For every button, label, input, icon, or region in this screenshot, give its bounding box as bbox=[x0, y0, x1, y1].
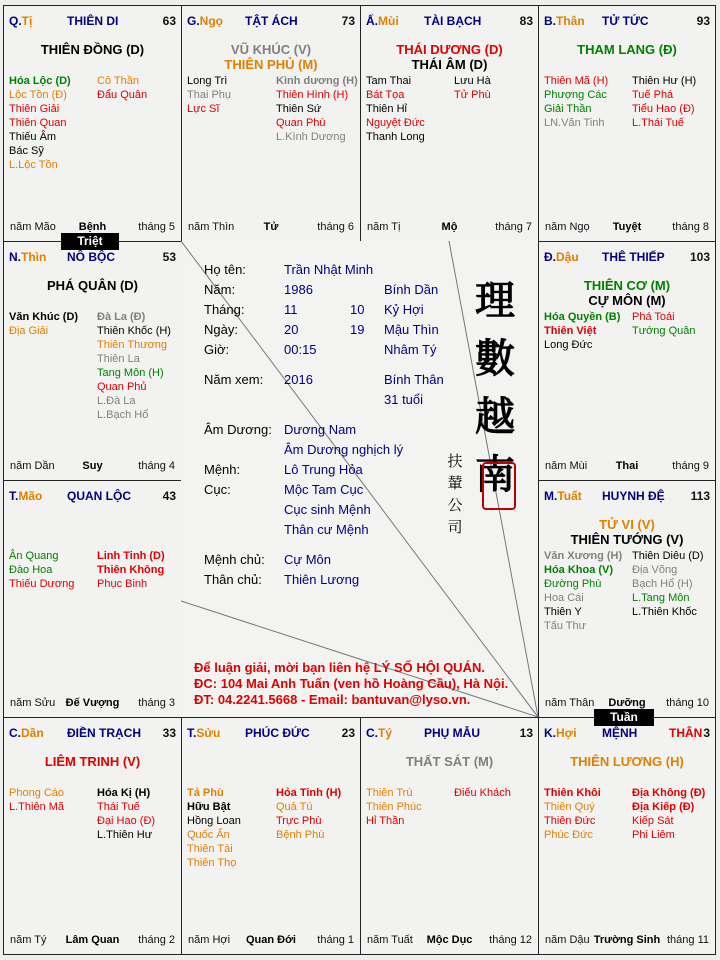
minor-stars-left bbox=[366, 786, 422, 828]
palace-stage: Dưỡng bbox=[608, 697, 646, 709]
contact-line-3: ĐT: 04.2241.5668 - Email: bantuvan@lyso.vn. bbox=[194, 692, 471, 707]
palace-year: năm Ngọ bbox=[545, 221, 590, 233]
minor-star: Điếu Khách bbox=[454, 787, 511, 799]
minor-star: Tuế Phá bbox=[632, 89, 674, 101]
palace-can: Ấ. bbox=[366, 14, 378, 28]
label-nam-xem: Năm xem: bbox=[204, 372, 264, 387]
major-star: THIÊN ĐỒNG (D) bbox=[40, 42, 145, 57]
palace-month: tháng 11 bbox=[666, 934, 709, 946]
minor-star: Tả Phù bbox=[187, 787, 224, 799]
minor-star: Địa Giải bbox=[9, 325, 49, 337]
palace-header bbox=[9, 250, 176, 264]
palace-year: năm Dần bbox=[10, 460, 55, 472]
palace-header bbox=[187, 726, 355, 740]
palace-year: năm Hợi bbox=[188, 934, 231, 946]
palace-footer bbox=[10, 697, 175, 711]
palace-year: năm Mùi bbox=[545, 460, 588, 472]
minor-star: Thiên Không bbox=[97, 564, 165, 576]
palace-chi: Dần bbox=[21, 726, 44, 740]
palace-month: tháng 5 bbox=[138, 221, 175, 233]
palace-footer bbox=[367, 934, 532, 948]
value-gio-can-chi: Nhâm Tý bbox=[384, 342, 437, 357]
palace-age: 53 bbox=[162, 250, 176, 264]
label-than-chu: Thân chủ: bbox=[204, 572, 262, 587]
minor-star: Hỏa Tinh (H) bbox=[276, 787, 342, 799]
palace-age: 13 bbox=[519, 726, 533, 740]
minor-stars-left bbox=[544, 786, 601, 842]
minor-stars-right bbox=[276, 74, 358, 144]
minor-star: Lưu Hà bbox=[454, 75, 491, 87]
minor-star: Địa Không (Đ) bbox=[632, 787, 706, 799]
minor-star: Thiếu Âm bbox=[9, 131, 57, 143]
value-nam-xem-can-chi: Bính Thân bbox=[384, 372, 444, 387]
minor-stars-right bbox=[97, 74, 147, 102]
minor-star: Thiên Hỉ bbox=[366, 103, 407, 115]
minor-star: Lực Sĩ bbox=[187, 103, 220, 115]
palace-header bbox=[544, 726, 710, 740]
minor-star: Thiên Tài bbox=[187, 843, 233, 855]
palace-year: năm Thìn bbox=[188, 221, 235, 233]
palace-header bbox=[187, 14, 355, 28]
palace-can: G. bbox=[187, 14, 200, 28]
major-star: PHÁ QUÂN (D) bbox=[47, 278, 138, 293]
minor-star: Đẩu Quân bbox=[97, 89, 148, 101]
palace-age: 83 bbox=[519, 14, 533, 28]
seal-small-char: 司 bbox=[447, 518, 463, 536]
major-star: THÁI DƯƠNG (D) bbox=[396, 42, 503, 57]
minor-star: Quan Phù bbox=[276, 117, 326, 129]
palace-chi: Mùi bbox=[378, 14, 399, 28]
palace-name: THIÊN DI bbox=[67, 14, 119, 28]
palace-age: 113 bbox=[690, 489, 710, 503]
minor-star: Địa Kiếp (Đ) bbox=[632, 801, 695, 813]
palace-age: 73 bbox=[341, 14, 355, 28]
value-thang-can-chi: Kỷ Hợi bbox=[384, 302, 424, 317]
palace-can: T. bbox=[187, 726, 197, 740]
palace-ti bbox=[3, 5, 182, 242]
minor-star: Thiên Hình (H) bbox=[276, 89, 349, 101]
palace-can: C. bbox=[366, 726, 378, 740]
minor-star: Đại Hao (Đ) bbox=[97, 815, 156, 827]
palace-name: ĐIỀN TRẠCH bbox=[67, 726, 141, 740]
seal-char: 南 bbox=[475, 451, 515, 498]
minor-star: L.Tang Môn bbox=[632, 592, 690, 604]
palace-age: 23 bbox=[341, 726, 355, 740]
palace-name: HUYNH ĐỆ bbox=[602, 489, 665, 503]
minor-stars-right bbox=[276, 786, 341, 842]
contact-line-2: ĐC: 104 Mai Anh Tuấn (ven hồ Hoàng Cầu), Hà Nội. bbox=[194, 676, 509, 691]
minor-stars-right bbox=[454, 786, 511, 800]
palace-stage: Mộ bbox=[441, 221, 458, 233]
minor-star: Tướng Quân bbox=[632, 325, 696, 337]
palace-year: năm Mão bbox=[10, 221, 56, 233]
palace-name: MỆNH bbox=[602, 726, 638, 740]
palace-name: QUAN LỘC bbox=[67, 489, 131, 503]
palace-footer bbox=[10, 460, 175, 474]
minor-star: Tấu Thư bbox=[544, 620, 587, 632]
red-seal-stamp bbox=[482, 462, 516, 510]
palace-can: T. bbox=[9, 489, 19, 503]
palace-age: 43 bbox=[162, 489, 176, 503]
major-star: VŨ KHÚC (V) bbox=[230, 42, 312, 57]
minor-star: Phượng Các bbox=[544, 89, 607, 101]
palace-month: tháng 8 bbox=[672, 221, 709, 233]
palace-year: năm Sửu bbox=[10, 697, 56, 709]
palace-mui bbox=[360, 5, 539, 242]
minor-star: Cô Thần bbox=[97, 75, 139, 87]
palace-month: tháng 6 bbox=[317, 221, 354, 233]
palace-chi: Tị bbox=[21, 14, 33, 28]
palace-name: PHÚC ĐỨC bbox=[245, 726, 310, 740]
palace-stage: Mộc Dục bbox=[426, 934, 473, 946]
minor-star: Quốc Ấn bbox=[187, 829, 230, 841]
minor-star: LN.Văn Tinh bbox=[544, 117, 605, 129]
palace-footer bbox=[10, 934, 175, 948]
palace-header bbox=[366, 726, 533, 740]
minor-star: Long Đức bbox=[544, 339, 593, 351]
minor-star: L.Bạch Hổ bbox=[97, 409, 149, 421]
palace-header bbox=[9, 489, 176, 503]
minor-star: Thiếu Dương bbox=[9, 578, 75, 590]
palace-month: tháng 10 bbox=[666, 697, 709, 709]
palace-stage: Tử bbox=[263, 221, 279, 233]
palace-chi: Mão bbox=[18, 489, 43, 503]
minor-star: Thai Phụ bbox=[187, 89, 232, 101]
palace-can: K. bbox=[544, 726, 556, 740]
minor-star: Tang Môn (H) bbox=[97, 367, 164, 379]
minor-star: Kình dương (H) bbox=[276, 75, 358, 87]
label-menh: Mệnh: bbox=[204, 462, 241, 477]
label-am-duong: Âm Dương: bbox=[204, 422, 272, 437]
minor-star: Phong Cáo bbox=[9, 787, 65, 799]
major-star: THẤT SÁT (M) bbox=[405, 754, 494, 769]
palace-month: tháng 2 bbox=[138, 934, 175, 946]
minor-star: Bệnh Phù bbox=[276, 829, 325, 841]
palace-header bbox=[9, 14, 176, 28]
palace-year: năm Tị bbox=[367, 221, 401, 233]
minor-star: Thiên Quan bbox=[9, 117, 67, 129]
minor-star: Quả Tú bbox=[276, 801, 313, 813]
palace-header bbox=[366, 14, 533, 28]
minor-star: Bạch Hổ (H) bbox=[632, 578, 693, 590]
minor-star: L.Thiên Mã bbox=[9, 801, 65, 813]
minor-star: Hỉ Thần bbox=[366, 815, 405, 827]
value-cuc-2: Cục sinh Mệnh bbox=[284, 502, 371, 517]
triet-tag: Triệt bbox=[61, 233, 119, 250]
value-am-duong-2: Âm Dương nghịch lý bbox=[284, 442, 404, 457]
minor-star: L.Thái Tuế bbox=[632, 117, 684, 129]
minor-stars-right bbox=[632, 786, 705, 842]
palace-age: 93 bbox=[696, 14, 710, 28]
palace-chi: Tuất bbox=[557, 489, 582, 503]
palace-month: tháng 1 bbox=[317, 934, 354, 946]
value-am-duong: Dương Nam bbox=[284, 422, 357, 437]
minor-star: L.Thiên Hư bbox=[97, 829, 153, 841]
label-cuc: Cục: bbox=[204, 482, 231, 497]
minor-star: Thiên Quý bbox=[544, 801, 595, 813]
minor-star: Bác Sỹ bbox=[9, 145, 44, 157]
minor-stars-left bbox=[187, 74, 231, 116]
label-nam: Năm: bbox=[204, 282, 236, 297]
major-star: THAM LANG (Đ) bbox=[577, 42, 677, 57]
minor-star: Hồng Loan bbox=[187, 815, 241, 827]
minor-star: Ân Quang bbox=[9, 550, 59, 562]
palace-can: Q. bbox=[9, 14, 22, 28]
major-star: THIÊN PHỦ (M) bbox=[224, 57, 318, 72]
minor-star: Thiên Sứ bbox=[276, 103, 322, 115]
minor-star: Thiên Diêu (D) bbox=[632, 550, 704, 562]
minor-star: Hóa Lộc (D) bbox=[9, 75, 71, 87]
value-cuc: Mộc Tam Cục bbox=[284, 482, 364, 497]
minor-star: Đào Hoa bbox=[9, 564, 53, 576]
palace-month: tháng 9 bbox=[672, 460, 709, 472]
label-ngay: Ngày: bbox=[204, 322, 238, 337]
minor-star: Phi Liêm bbox=[632, 829, 675, 841]
palace-stage: Đế Vượng bbox=[65, 697, 120, 709]
label-menh-chu: Mệnh chủ: bbox=[204, 552, 265, 567]
palace-stage: Suy bbox=[82, 460, 103, 472]
major-star: LIÊM TRINH (V) bbox=[44, 754, 141, 769]
minor-star: L.Lộc Tồn bbox=[9, 159, 58, 171]
palace-age: 3 bbox=[703, 726, 710, 740]
palace-tuat bbox=[538, 480, 716, 718]
palace-footer bbox=[545, 221, 709, 235]
palace-header bbox=[544, 14, 710, 28]
minor-star: Bát Tọa bbox=[366, 89, 405, 101]
minor-stars-left bbox=[187, 786, 241, 870]
palace-name: TẬT ÁCH bbox=[245, 14, 298, 28]
minor-star: Thiên Y bbox=[544, 606, 582, 618]
palace-chi: Thân bbox=[556, 14, 585, 28]
value-ho-ten: Trần Nhật Minh bbox=[284, 262, 374, 277]
major-star: CỰ MÔN (M) bbox=[588, 293, 666, 308]
palace-month: tháng 12 bbox=[489, 934, 532, 946]
palace-month: tháng 4 bbox=[138, 460, 175, 472]
palace-can: B. bbox=[544, 14, 556, 28]
minor-star: Hóa Quyền (B) bbox=[544, 311, 621, 323]
minor-star: Tam Thai bbox=[366, 75, 412, 87]
palace-than bbox=[538, 5, 716, 242]
major-star: TỬ VI (V) bbox=[599, 517, 655, 532]
palace-name: PHỤ MẪU bbox=[424, 726, 480, 740]
minor-star: Đường Phù bbox=[544, 578, 602, 590]
major-star: THIÊN CƠ (M) bbox=[583, 278, 671, 293]
minor-star: Đà La (Đ) bbox=[97, 311, 146, 323]
minor-star: Hữu Bật bbox=[187, 801, 231, 813]
contact-line-1: Để luận giải, mời bạn liên hệ LÝ SỐ HỘI QUÁN. bbox=[194, 660, 485, 675]
palace-year: năm Dậu bbox=[545, 934, 590, 946]
minor-star: Thiên La bbox=[97, 353, 140, 365]
palace-name: NÔ BỘC bbox=[67, 250, 115, 264]
minor-stars-right bbox=[97, 310, 171, 422]
seal-small-char: 輦 bbox=[447, 474, 463, 492]
minor-stars-left bbox=[366, 74, 425, 144]
minor-stars-left bbox=[9, 786, 64, 814]
minor-star: Tiểu Hao (Đ) bbox=[632, 103, 695, 115]
palace-header bbox=[544, 489, 710, 503]
minor-star: Thiên Mã (H) bbox=[544, 75, 609, 87]
palace-chi: Ngọ bbox=[199, 14, 223, 28]
minor-star: Trực Phù bbox=[276, 815, 322, 827]
minor-stars-right bbox=[97, 549, 165, 591]
palace-year: năm Thân bbox=[545, 697, 595, 709]
palace-stage: Tuyệt bbox=[612, 221, 642, 233]
minor-stars-right bbox=[97, 786, 155, 842]
palace-can: N. bbox=[9, 250, 21, 264]
value-nam-can-chi: Bính Dần bbox=[384, 282, 439, 297]
minor-star: Thiên Hư (H) bbox=[632, 75, 697, 87]
palace-chi: Tý bbox=[378, 726, 393, 740]
minor-star: L.Thiên Khốc bbox=[632, 606, 697, 618]
palace-name: TỬ TỨC bbox=[602, 14, 649, 28]
palace-stage: Lâm Quan bbox=[65, 934, 120, 946]
palace-stage: Thai bbox=[615, 460, 639, 472]
palace-header bbox=[544, 250, 710, 264]
palace-suu bbox=[181, 717, 361, 955]
minor-star: Hoa Cái bbox=[544, 592, 584, 604]
value-menh-chu: Cự Môn bbox=[284, 552, 331, 567]
palace-name: TÀI BẠCH bbox=[424, 14, 482, 28]
tuan-tag: Tuần bbox=[594, 709, 654, 726]
palace-ngo bbox=[181, 5, 361, 242]
minor-stars-left bbox=[9, 74, 71, 172]
seal-char: 理 bbox=[475, 277, 515, 324]
value-tuoi: 31 tuổi bbox=[384, 392, 424, 407]
minor-star: Phúc Đức bbox=[544, 829, 593, 841]
minor-star: Thanh Long bbox=[366, 131, 425, 143]
minor-stars-right bbox=[454, 74, 491, 102]
palace-thin bbox=[3, 241, 182, 481]
minor-star: Thiên Khôi bbox=[544, 787, 601, 799]
value-nam: 1986 bbox=[284, 282, 313, 297]
minor-star: Thái Tuế bbox=[97, 801, 140, 813]
palace-name-2: THÂN bbox=[669, 726, 703, 740]
minor-star: L.Đà La bbox=[97, 395, 136, 407]
palace-mao bbox=[3, 480, 182, 718]
seal-char: 數 bbox=[475, 335, 515, 382]
major-star: THIÊN TƯỚNG (V) bbox=[570, 532, 684, 547]
minor-star: Linh Tinh (D) bbox=[97, 550, 165, 562]
value-ngay-can-chi: Mậu Thìn bbox=[384, 322, 439, 337]
minor-star: Kiếp Sát bbox=[632, 815, 674, 827]
minor-star: L.Kình Dương bbox=[276, 131, 346, 143]
minor-star: Thiên Đức bbox=[544, 815, 596, 827]
minor-stars-left bbox=[9, 549, 74, 591]
value-cuc-3: Thân cư Mệnh bbox=[284, 522, 369, 537]
value-thang: 11 bbox=[284, 302, 298, 317]
palace-year: năm Tý bbox=[10, 934, 47, 946]
minor-stars-left bbox=[544, 74, 608, 130]
label-gio: Giờ: bbox=[204, 342, 230, 357]
minor-star: Thiên Thọ bbox=[187, 857, 237, 869]
value-ngay-am: 19 bbox=[350, 322, 365, 337]
minor-star: Thiên Khốc (H) bbox=[97, 325, 171, 337]
minor-star: Giải Thần bbox=[544, 103, 592, 115]
palace-age: 33 bbox=[162, 726, 176, 740]
palace-stage: Bệnh bbox=[78, 221, 107, 233]
minor-stars-left bbox=[9, 310, 78, 338]
minor-stars-right bbox=[632, 310, 696, 338]
calligraphy-small bbox=[445, 450, 465, 538]
minor-star: Hóa Kị (H) bbox=[97, 787, 151, 799]
palace-can: Đ. bbox=[544, 250, 556, 264]
minor-star: Nguyệt Đức bbox=[366, 117, 425, 129]
value-than-chu: Thiên Lương bbox=[284, 572, 360, 587]
palace-chi: Thìn bbox=[21, 250, 47, 264]
palace-chi: Sửu bbox=[196, 726, 221, 740]
major-star: THIÊN LƯƠNG (H) bbox=[570, 754, 684, 769]
value-ngay: 20 bbox=[284, 322, 299, 337]
minor-star: Địa Võng bbox=[632, 564, 678, 576]
minor-stars-left bbox=[544, 549, 622, 633]
minor-star: Hóa Khoa (V) bbox=[544, 564, 614, 576]
palace-month: tháng 3 bbox=[138, 697, 175, 709]
palace-ty bbox=[360, 717, 539, 955]
palace-footer bbox=[545, 460, 709, 474]
palace-chi: Hợi bbox=[556, 726, 577, 740]
palace-can: M. bbox=[544, 489, 558, 503]
minor-star: Thiên Việt bbox=[544, 325, 597, 337]
palace-footer bbox=[188, 221, 354, 235]
minor-star: Văn Xương (H) bbox=[544, 550, 623, 562]
label-thang: Tháng: bbox=[204, 302, 245, 317]
palace-hoi bbox=[538, 717, 716, 955]
palace-stage: Trường Sinh bbox=[593, 934, 661, 946]
major-star: THÁI ÂM (D) bbox=[411, 57, 488, 72]
minor-star: Thiên Trù bbox=[366, 787, 413, 799]
minor-star: Quan Phủ bbox=[97, 381, 147, 393]
palace-can: C. bbox=[9, 726, 21, 740]
minor-stars-left bbox=[544, 310, 620, 352]
palace-year: năm Tuất bbox=[367, 934, 413, 946]
minor-star: Thiên Phúc bbox=[366, 801, 422, 813]
seal-small-char: 扶 bbox=[447, 452, 463, 470]
seal-small-char: 公 bbox=[447, 496, 463, 514]
palace-age: 63 bbox=[162, 14, 176, 28]
value-gio: 00:15 bbox=[284, 342, 317, 357]
palace-header bbox=[9, 726, 176, 740]
palace-dan bbox=[3, 717, 182, 955]
palace-stage: Quan Đới bbox=[246, 934, 296, 946]
minor-star: Long Trì bbox=[187, 75, 228, 87]
palace-month: tháng 7 bbox=[495, 221, 532, 233]
minor-star: Phục Binh bbox=[97, 578, 148, 590]
minor-stars-right bbox=[632, 549, 704, 619]
palace-footer bbox=[545, 934, 709, 948]
minor-star: Phá Toái bbox=[632, 311, 675, 323]
minor-star: Tử Phù bbox=[454, 89, 491, 101]
palace-name: THÊ THIẾP bbox=[602, 250, 665, 264]
palace-footer bbox=[367, 221, 532, 235]
label-ho-ten: Họ tên: bbox=[204, 262, 246, 277]
minor-stars-right bbox=[632, 74, 696, 130]
palace-chi: Dậu bbox=[556, 250, 579, 264]
value-menh: Lô Trung Hỏa bbox=[284, 462, 363, 477]
value-thang-am: 10 bbox=[350, 302, 365, 317]
minor-star: Thiên Thương bbox=[97, 339, 168, 351]
minor-star: Thiên Giải bbox=[9, 103, 60, 115]
value-nam-xem: 2016 bbox=[284, 372, 313, 387]
palace-age: 103 bbox=[689, 250, 710, 264]
palace-footer bbox=[188, 934, 354, 948]
minor-star: Lộc Tồn (Đ) bbox=[9, 89, 67, 101]
palace-dau bbox=[538, 241, 716, 481]
minor-star: Văn Khúc (D) bbox=[9, 311, 79, 323]
seal-char: 越 bbox=[475, 393, 515, 440]
